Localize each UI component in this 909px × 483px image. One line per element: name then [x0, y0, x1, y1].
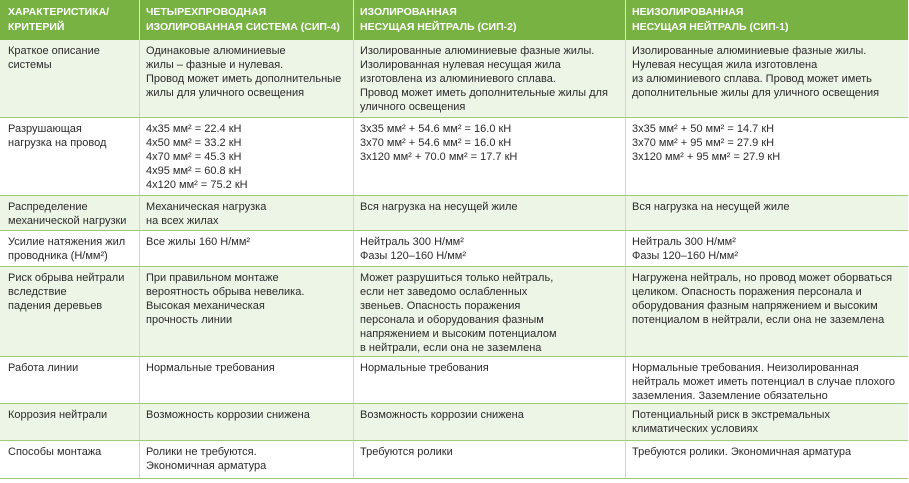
cell-text-line: Вся нагрузка на несущей жиле: [632, 201, 790, 213]
cell-text-line: звеньев. Опасность поражения: [360, 300, 521, 312]
header-criterion: [0, 0, 140, 40]
cell-text-line: Распределение: [8, 201, 88, 213]
cell-text-line: Усилие натяжения жил: [8, 236, 126, 248]
sip1-cell: [626, 40, 908, 117]
row-mounting-methods: [0, 441, 908, 479]
cell-text-line: в нейтрали, если она не заземлена: [360, 342, 542, 354]
cell-text-line: жилы для уличного освещения: [146, 87, 305, 99]
criterion-cell: [0, 441, 140, 478]
cell-text-line: заземления. Заземление обязательно: [632, 390, 828, 402]
cell-text-line: 3x120 мм² + 95 мм² = 27.9 кН: [632, 151, 781, 163]
row-system-description: [0, 40, 908, 118]
criterion-cell: [0, 196, 140, 230]
cell-text-line: 4x50 мм² = 33.2 кН: [146, 137, 242, 149]
cell-text-line: дополнительные жилы для уличного освещения: [632, 87, 880, 99]
sip4-cell: [140, 231, 354, 266]
header-text-line: КРИТЕРИЙ: [8, 21, 65, 33]
cell-text-line: Потенциальный риск в экстремальных: [632, 409, 830, 421]
cell-text-line: Вся нагрузка на несущей жиле: [360, 201, 518, 213]
header-text-line: ХАРАКТЕРИСТИКА/: [8, 6, 110, 18]
cell-text-line: Нагружена нейтраль, но провод может оборваться: [632, 272, 893, 284]
cell-text-line: проводника (Н/мм²): [8, 250, 108, 262]
cell-text-line: механической нагрузки: [8, 215, 127, 227]
criterion-cell: [0, 404, 140, 440]
row-conductor-tension: [0, 231, 908, 267]
cell-text-line: Нормальные требования: [146, 362, 275, 374]
header-sip4: [140, 0, 354, 40]
cell-text-line: Возможность коррозии снижена: [146, 409, 310, 421]
cell-text-line: Нормальные требования. Неизолированная: [632, 362, 859, 374]
cell-text-line: Требуются ролики: [360, 446, 453, 458]
sip1-cell: [626, 118, 908, 195]
cell-text-line: климатических условиях: [632, 423, 758, 435]
cell-text-line: При правильном монтаже: [146, 272, 279, 284]
cell-text-line: Механическая нагрузка: [146, 201, 267, 213]
sip2-cell: [354, 40, 626, 117]
header-text-line: НЕИЗОЛИРОВАННАЯ: [632, 6, 744, 18]
sip2-cell: [354, 441, 626, 478]
cell-text-line: 3x70 мм² + 54.6 мм² = 16.0 кН: [360, 137, 512, 149]
cell-text-line: персонала и оборудования фазным: [360, 314, 544, 326]
sip4-cell: [140, 267, 354, 356]
sip1-cell: [626, 267, 908, 356]
cell-text-line: нагрузка на провод: [8, 137, 107, 149]
sip2-cell: [354, 267, 626, 356]
cell-text-line: Разрушающая: [8, 123, 82, 135]
cell-text-line: Изолированные алюминиевые фазные жилы.: [360, 45, 595, 57]
criterion-cell: [0, 267, 140, 356]
cell-text-line: 4x70 мм² = 45.3 кН: [146, 151, 242, 163]
cell-text-line: нейтраль может иметь потенциал в случае плохого: [632, 376, 896, 388]
row-load-distribution: [0, 196, 908, 231]
cell-text-line: Ролики не требуются.: [146, 446, 257, 458]
criterion-cell: [0, 40, 140, 117]
cell-text-line: прочность линии: [146, 314, 233, 326]
row-neutral-corrosion: [0, 404, 908, 441]
cell-text-line: Способы монтажа: [8, 446, 102, 458]
sip2-cell: [354, 118, 626, 195]
cell-text-line: Провод может иметь дополнительные жилы для: [360, 87, 608, 99]
cell-text-line: Все жилы 160 Н/мм²: [146, 236, 251, 248]
cell-text-line: Нормальные требования: [360, 362, 489, 374]
header-sip2: [354, 0, 626, 40]
cell-text-line: Нейтраль 300 Н/мм²: [632, 236, 736, 248]
sip4-cell: [140, 40, 354, 117]
cell-text-line: 3x35 мм² + 54.6 мм² = 16.0 кН: [360, 123, 512, 135]
cell-text-line: вероятность обрыва невелика.: [146, 286, 305, 298]
sip2-cell: [354, 196, 626, 230]
row-neutral-break-risk: [0, 267, 908, 357]
cell-text-line: оборудования фазным напряжением и высоким: [632, 300, 878, 312]
cell-text-line: Нулевая несущая жила изготовлена: [632, 59, 818, 71]
cell-text-line: если нет заведомо ослабленных: [360, 286, 528, 298]
cell-text-line: Возможность коррозии снижена: [360, 409, 524, 421]
sip2-cell: [354, 357, 626, 403]
cell-text-line: 3x120 мм² + 70.0 мм² = 17.7 кН: [360, 151, 518, 163]
cell-text-line: Коррозия нейтрали: [8, 409, 108, 421]
header-text-line: ЧЕТЫРЕХПРОВОДНАЯ: [146, 6, 267, 18]
cell-text-line: Изолированная нулевая несущая жила: [360, 59, 561, 71]
cell-text-line: Фазы 120–160 Н/мм²: [632, 250, 739, 262]
cell-text-line: жилы – фазные и нулевая.: [146, 59, 284, 71]
cell-text-line: из алюминиевого сплава. Провод может иметь: [632, 73, 872, 85]
cell-text-line: вследствие: [8, 286, 67, 298]
cell-text-line: 3x35 мм² + 50 мм² = 14.7 кН: [632, 123, 775, 135]
header-text-line: ИЗОЛИРОВАННАЯ: [360, 6, 457, 18]
cell-text-line: 3x70 мм² + 95 мм² = 27.9 кН: [632, 137, 775, 149]
sip4-cell: [140, 441, 354, 478]
cell-text-line: Риск обрыва нейтрали: [8, 272, 125, 284]
cell-text-line: Работа линии: [8, 362, 79, 374]
cell-text-line: 4x120 мм² = 75.2 кН: [146, 179, 248, 191]
cell-text-line: Провод может иметь дополнительные: [146, 73, 342, 85]
header-text-line: НЕСУЩАЯ НЕЙТРАЛЬ (СИП-1): [632, 21, 789, 33]
cell-text-line: Может разрушиться только нейтраль,: [360, 272, 554, 284]
sip4-cell: [140, 118, 354, 195]
criterion-cell: [0, 118, 140, 195]
table-header: [0, 0, 908, 40]
cell-text-line: системы: [8, 59, 52, 71]
cell-text-line: Одинаковые алюминиевые: [146, 45, 286, 57]
criterion-cell: [0, 231, 140, 266]
sip4-cell: [140, 357, 354, 403]
header-sip1: [626, 0, 908, 40]
criterion-cell: [0, 357, 140, 403]
sip1-cell: [626, 441, 908, 478]
sip4-cell: [140, 196, 354, 230]
cell-text-line: Нейтраль 300 Н/мм²: [360, 236, 464, 248]
cell-text-line: Изолированные алюминиевые фазные жилы.: [632, 45, 867, 57]
cell-text-line: целиком. Опасность поражения персонала и: [632, 286, 862, 298]
cell-text-line: падения деревьев: [8, 300, 103, 312]
sip2-cell: [354, 404, 626, 440]
cell-text-line: напряжением и высоким потенциалом: [360, 328, 557, 340]
sip2-cell: [354, 231, 626, 266]
cell-text-line: Фазы 120–160 Н/мм²: [360, 250, 467, 262]
sip1-cell: [626, 404, 908, 440]
row-line-operation: [0, 357, 908, 404]
cell-text-line: Высокая механическая: [146, 300, 265, 312]
cell-text-line: Требуются ролики. Экономичная арматура: [632, 446, 852, 458]
cell-text-line: Экономичная арматура: [146, 460, 267, 472]
cell-text-line: изготовлена из алюминиевого сплава.: [360, 73, 556, 85]
cell-text-line: 4x35 мм² = 22.4 кН: [146, 123, 242, 135]
sip1-cell: [626, 357, 908, 403]
cell-text-line: на всех жилах: [146, 215, 219, 227]
header-text-line: ИЗОЛИРОВАННАЯ СИСТЕМА (СИП-4): [146, 21, 340, 33]
cell-text-line: Краткое описание: [8, 45, 100, 57]
cell-text-line: потенциалом в нейтрали, если она не заземлена: [632, 314, 885, 326]
sip1-cell: [626, 231, 908, 266]
row-breaking-load: [0, 118, 908, 196]
header-text-line: НЕСУЩАЯ НЕЙТРАЛЬ (СИП-2): [360, 21, 517, 33]
sip1-cell: [626, 196, 908, 230]
sip4-cell: [140, 404, 354, 440]
cell-text-line: уличного освещения: [360, 101, 466, 113]
cell-text-line: 4x95 мм² = 60.8 кН: [146, 165, 242, 177]
